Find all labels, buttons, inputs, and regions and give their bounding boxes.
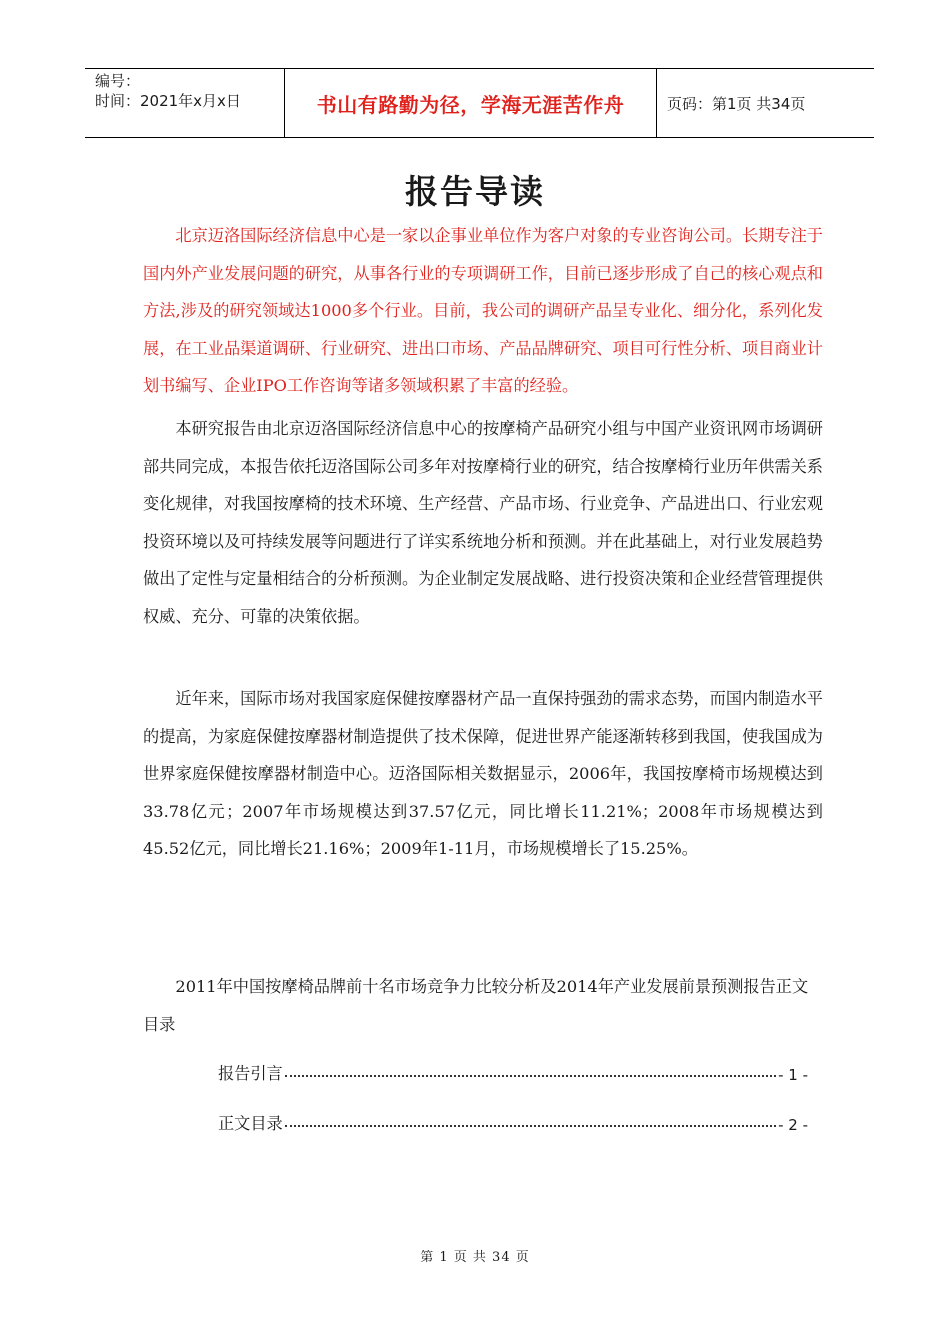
time-label: 时间：2021年x月x日 (95, 92, 241, 110)
toc-leader (285, 1125, 776, 1127)
toc-entry[interactable] (218, 1104, 808, 1134)
page-footer: 第 1 页 共 34 页 (420, 1250, 530, 1265)
toc-entry-page: - 2 - (778, 1116, 808, 1134)
header-motto-cell (285, 69, 657, 137)
header-page-cell (657, 69, 874, 137)
toc-entry-label: 正文目录 (218, 1114, 283, 1133)
toc-title: 2011年中国按摩椅品牌前十名市场竞争力比较分析及2014年产业发展前景预测报告正文目录 (143, 977, 809, 1034)
page-title: 报告导读 (405, 172, 545, 211)
page-label: 页码：第1页 共34页 (667, 94, 806, 113)
number-label: 编号： (95, 72, 141, 90)
motto: 书山有路勤为径，学海无涯苦作舟 (316, 92, 625, 117)
toc-entry[interactable] (218, 1054, 808, 1084)
toc-entry-page: - 1 - (778, 1066, 808, 1084)
header-meta (85, 69, 285, 137)
toc-leader (285, 1075, 776, 1077)
intro-paragraph: 北京迈洛国际经济信息中心是一家以企事业单位作为客户对象的专业咨询公司。长期专注于国内外产业发展问题的研究，从事各行业的专项调研工作，目前已逐步形成了自己的核心观点和方法,涉及的研究领域达1000多个行业。目前，我公司的调研产品呈专业化、细分化，系列化发展，在工业品渠道调研、行业研究、进出口市场、产品品牌研究、项目可行性分析、项目商业计划书编写、企业IPO工作咨询等诸多领域积累了丰富的经验。 (143, 226, 823, 395)
study-paragraph: 本研究报告由北京迈洛国际经济信息中心的按摩椅产品研究小组与中国产业资讯网市场调研部共同完成，本报告依托迈洛国际公司多年对按摩椅行业的研究，结合按摩椅行业历年供需关系变化规律，对我国按摩椅的技术环境、生产经营、产品市场、行业竞争、产品进出口、行业宏观投资环境以及可持续发展等问题进行了详实系统地分析和预测。并在此基础上，对行业发展趋势做出了定性与定量相结合的分析预测。为企业制定发展战略、进行投资决策和企业经营管理提供权威、充分、可靠的决策依据。 (143, 419, 823, 626)
toc-entry-label: 报告引言 (218, 1064, 283, 1083)
header-table (85, 68, 874, 138)
market-paragraph: 近年来，国际市场对我国家庭保健按摩器材产品一直保持强劲的需求态势，而国内制造水平的提高，为家庭保健按摩器材制造提供了技术保障，促进世界产能逐渐转移到我国，使我国成为世界家庭保健按摩器材制造中心。迈洛国际相关数据显示，2006年，我国按摩椅市场规模达到33.78亿元；2007年市场规模达到37.57亿元，同比增长11.21%；2008年市场规模达到45.52亿元，同比增长21.16%；2009年1-11月，市场规模增长了15.25%。 (143, 689, 823, 858)
